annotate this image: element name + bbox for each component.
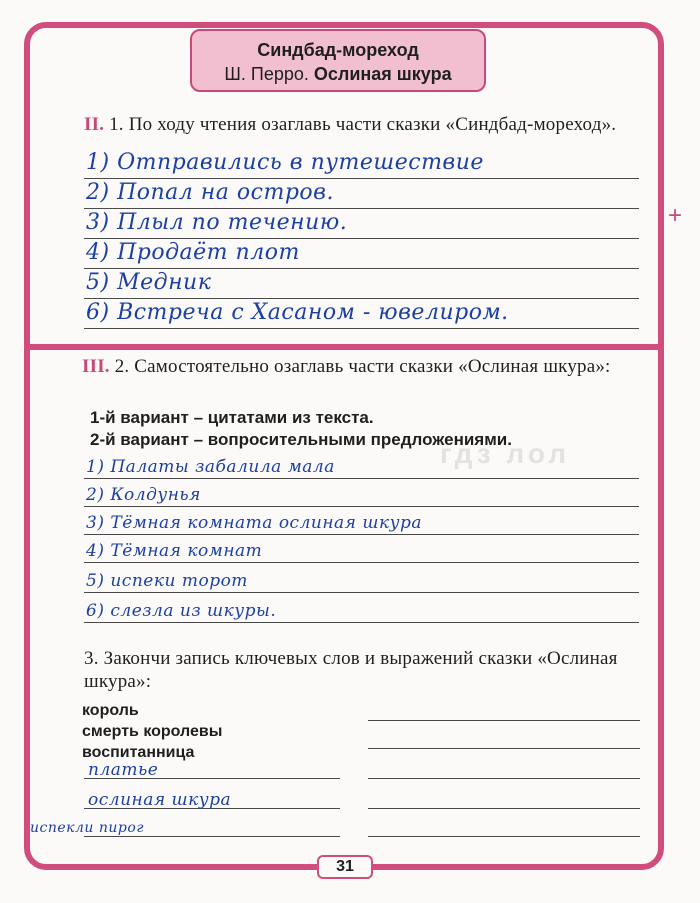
author-name: Ш. Перро. xyxy=(224,64,309,84)
answer-line xyxy=(84,562,639,563)
task2-text: 2. Самостоятельно озаглавь части сказки «Ослиная шкура»: xyxy=(114,356,611,377)
answer-line xyxy=(84,268,639,269)
handwritten-answer: 6) Встреча с Хасаном - ювелиром. xyxy=(86,300,509,325)
section-divider xyxy=(24,344,664,350)
handwritten-answer: ослиная шкура xyxy=(88,790,232,810)
answer-line xyxy=(84,506,639,507)
handwritten-answer: 1) Палаты забалила мала xyxy=(86,457,335,477)
handwritten-answer: 5) Медник xyxy=(86,270,212,295)
handwritten-answer: испекли пирог xyxy=(30,820,144,836)
keyword: воспитанница xyxy=(82,744,195,761)
handwritten-answer: 2) Колдунья xyxy=(86,485,201,505)
page-number: 31 xyxy=(317,855,373,879)
answer-line xyxy=(84,592,639,593)
answer-line xyxy=(84,622,639,623)
variant-1: 1-й вариант – цитатами из текста. xyxy=(90,408,374,427)
task1-text: 1. По ходу чтения озаглавь части сказки «Синдбад-мореход». xyxy=(109,114,617,135)
story-title: Ослиная шкура xyxy=(313,64,452,84)
handwritten-answer: 6) слезла из шкуры. xyxy=(86,601,277,621)
handwritten-answer: 2) Попал на остров. xyxy=(86,180,334,205)
task1-instruction xyxy=(84,113,624,136)
task2-number: III. xyxy=(82,356,110,377)
answer-line xyxy=(84,298,639,299)
answer-line xyxy=(368,748,640,749)
answer-line xyxy=(84,836,340,837)
task3-instruction: 3. Закончи запись ключевых слов и выражений сказки «Ослиная шкура»: xyxy=(84,648,618,692)
answer-line xyxy=(84,328,639,329)
handwritten-answer: 5) испеки торот xyxy=(86,571,248,591)
handwritten-answer: 3) Плыл по течению. xyxy=(86,210,348,235)
answer-line xyxy=(368,720,640,721)
margin-mark: + xyxy=(668,202,683,229)
answer-line xyxy=(84,238,639,239)
keyword: смерть королевы xyxy=(82,723,223,740)
variant-2: 2-й вариант – вопросительными предложениями. xyxy=(90,430,512,449)
answer-line xyxy=(84,534,639,535)
handwritten-answer: 4) Продаёт плот xyxy=(86,240,300,265)
page-title: Синдбад-мореход xyxy=(257,40,419,60)
answer-line xyxy=(368,808,640,809)
title-box xyxy=(190,29,486,92)
answer-line xyxy=(84,208,639,209)
answer-line xyxy=(84,178,639,179)
handwritten-answer: 4) Тёмная комнат xyxy=(86,541,263,561)
task1-number: II. xyxy=(84,114,105,135)
answer-line xyxy=(368,778,640,779)
watermark: гдз лол xyxy=(440,438,571,469)
handwritten-answer: 3) Тёмная комната ослиная шкура xyxy=(86,513,422,533)
handwritten-answer: 1) Отправились в путешествие xyxy=(86,150,484,175)
task2-instruction xyxy=(82,355,622,378)
handwritten-answer: платье xyxy=(88,760,159,780)
keyword: король xyxy=(82,702,139,719)
answer-line xyxy=(84,478,639,479)
answer-line xyxy=(368,836,640,837)
